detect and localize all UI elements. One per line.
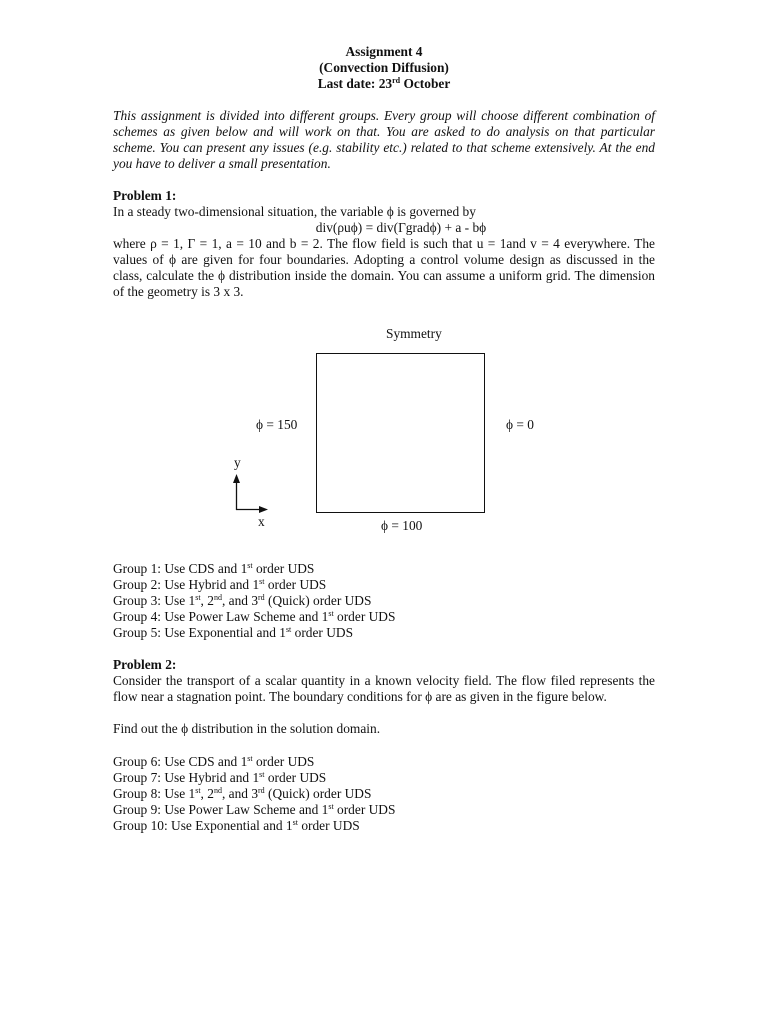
assignment-title: Assignment 4 <box>345 44 423 59</box>
spacer <box>113 705 655 721</box>
left-boundary-label: ϕ = 150 <box>256 417 298 432</box>
bottom-boundary-label: ϕ = 100 <box>381 518 423 533</box>
group-item: Group 6: Use CDS and 1st order UDS <box>113 754 315 769</box>
group-item: Group 10: Use Exponential and 1st order UDS <box>113 818 360 833</box>
problem2-groups <box>113 754 655 834</box>
group-item: Group 8: Use 1st, 2nd, and 3rd (Quick) order UDS <box>113 786 372 801</box>
group-item: Group 4: Use Power Law Scheme and 1st order UDS <box>113 609 396 624</box>
problem1-groups <box>113 561 655 641</box>
problem2-body: Consider the transport of a scalar quantity in a known velocity field. The flow filed represents the flow near a stagnation point. The boundary conditions for ϕ are as given in the figure below. <box>113 673 655 704</box>
last-date <box>0 76 768 92</box>
governing-equation: div(ρuϕ) = div(Γgradϕ) + a - bϕ <box>315 220 487 235</box>
domain-square <box>317 354 485 513</box>
title-block <box>0 44 768 92</box>
group-item: Group 7: Use Hybrid and 1st order UDS <box>113 770 327 785</box>
right-boundary-label: ϕ = 0 <box>506 417 534 432</box>
problem1-body: where ρ = 1, Γ = 1, a = 10 and b = 2. The flow field is such that u = 1and v = 4 everywhere. The values of ϕ are given for four boundaries. Adopting a control volume design as discussed in the class, calculate the ϕ distribution inside the domain. You can assume a uniform grid. The dimension of the geometry is 3 x 3. <box>113 236 655 299</box>
y-axis-arrowhead <box>233 474 240 483</box>
problem2-find: Find out the ϕ distribution in the solution domain. <box>113 721 381 736</box>
problem2-heading: Problem 2: <box>113 657 177 672</box>
group-item: Group 3: Use 1st, 2nd, and 3rd (Quick) order UDS <box>113 593 372 608</box>
last-date-month: October <box>400 76 451 91</box>
problem2-section <box>113 657 655 737</box>
group-item: Group 5: Use Exponential and 1st order UDS <box>113 625 354 640</box>
problem1-intro-line: In a steady two-dimensional situation, the variable ϕ is governed by <box>113 204 476 219</box>
problem1-heading: Problem 1: <box>113 188 177 203</box>
intro-paragraph: This assignment is divided into different groups. Every group will choose different combination of schemes as given below and will work on that. You are asked to do analysis on that particular scheme. You can present any issues (e.g. stability etc.) related to that scheme extensively. At the end you have to deliver a small presentation. <box>113 108 655 171</box>
last-date-prefix: Last date: 23 <box>317 76 393 91</box>
group-item: Group 1: Use CDS and 1st order UDS <box>113 561 315 576</box>
y-axis-label: y <box>234 455 241 470</box>
problem1-section <box>113 188 655 300</box>
x-axis-label: x <box>258 514 265 529</box>
last-date-ordinal: rd <box>392 76 401 85</box>
group-item: Group 9: Use Power Law Scheme and 1st order UDS <box>113 802 396 817</box>
symmetry-label: Symmetry <box>386 326 442 341</box>
x-axis-arrowhead <box>259 506 268 513</box>
group-item: Group 2: Use Hybrid and 1st order UDS <box>113 577 327 592</box>
assignment-subtitle: (Convection Diffusion) <box>319 60 449 75</box>
